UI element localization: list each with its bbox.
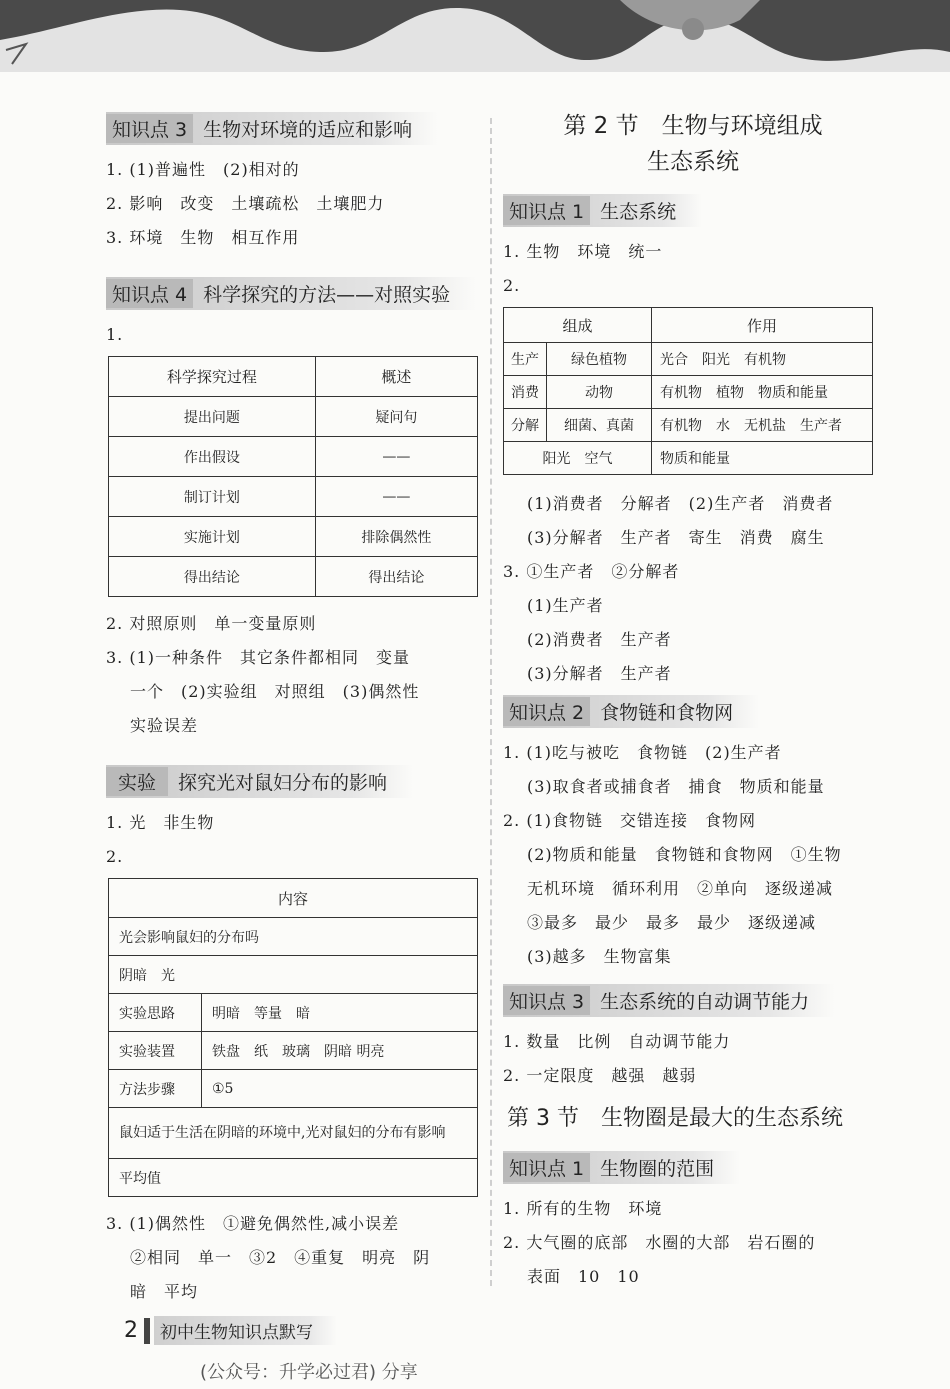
answer-line: 实验误差 [130,716,199,735]
table-cell: ①5 [202,1070,478,1108]
answer-line: (1)消费者 分解者 (2)生产者 消费者 [527,494,834,513]
answer-line: 1. [106,325,124,344]
footer-bar [144,1318,150,1344]
table-row [109,557,478,597]
kp-tag: 知识点 2 [503,697,590,726]
table-cell: 提出问题 [109,397,316,437]
page-footer [124,1316,337,1345]
table-cell: 得出结论 [315,557,477,597]
answer-line: 2. 影响 改变 土壤疏松 土壤肥力 [106,194,385,213]
answer-line: (3)分解者 生产者 [527,664,672,683]
answer-line: 2. [503,276,521,295]
table-cell: 绿色植物 [547,343,652,376]
answer-line: 1. 所有的生物 环境 [503,1199,663,1218]
answer-line: 2. 一定限度 越强 越弱 [503,1066,697,1085]
table-cell: 生产 [504,343,547,376]
table-header: 组成 [504,308,652,343]
table-header: 概述 [315,357,477,397]
answer-line: (3)分解者 生产者 寄生 消费 腐生 [527,528,825,547]
table-cell: 分解 [504,409,547,442]
page-number: 2 [124,1318,138,1343]
share-note: (公众号：升学必过君) 分享 [200,1362,418,1383]
table-cell: 有机物 植物 物质和能量 [652,376,873,409]
answer-line: 3. (1)一种条件 其它条件都相同 变量 [106,648,411,667]
heading-kp3 [106,112,438,145]
section-title [503,108,883,180]
answer-line: ②相同 单一 ③2 ④重复 明亮 阴 [130,1248,431,1267]
heading-experiment [106,765,413,798]
answer-line: 1. 光 非生物 [106,813,215,832]
top-decoration [0,0,950,72]
table-cell: 光会影响鼠妇的分布吗 [109,918,478,956]
kp-tag: 知识点 1 [503,196,590,225]
answer-line: (3)取食者或捕食者 捕食 物质和能量 [527,777,825,796]
table-row [504,376,873,409]
table-cell: 平均值 [109,1159,478,1197]
table-row [109,397,478,437]
table-cell: 鼠妇适于生活在阴暗的环境中,光对鼠妇的分布有影响 [109,1108,478,1159]
section-title: 第 3 节 生物圈是最大的生态系统 [507,1106,843,1131]
answer-line: (2)消费者 生产者 [527,630,672,649]
table-cell: 动物 [547,376,652,409]
table-cell: 作出假设 [109,437,316,477]
kp-title: 生物圈的范围 [600,1158,715,1180]
table-header: 作用 [652,308,873,343]
table-header: 内容 [109,879,478,918]
answer-line: 2. [106,847,124,866]
kp-title: 生态系统的自动调节能力 [600,991,810,1013]
answer-line: 一个 (2)实验组 对照组 (3)偶然性 [130,682,420,701]
table-row [109,1070,478,1108]
book-title: 初中生物知识点默写 [154,1316,337,1345]
table-row [109,956,478,994]
table-cell: 铁盘 纸 玻璃 阴暗 明亮 [202,1032,478,1070]
table-cell: 实验思路 [109,994,202,1032]
heading-kp1 [503,194,702,227]
table-cell: 排除偶然性 [315,517,477,557]
answer-line: 3. 环境 生物 相互作用 [106,228,300,247]
table-row [109,1032,478,1070]
kp-tag: 知识点 3 [106,114,193,143]
answer-line: 1. (1)普遍性 (2)相对的 [106,160,300,179]
table-row [109,1159,478,1197]
table-row [504,409,873,442]
answer-line: ③最多 最少 最多 最少 逐级递减 [527,913,817,932]
kp-title: 生态系统 [600,201,677,223]
section-title-line: 生态系统 [647,149,739,175]
answer-line: 表面 10 10 [527,1267,640,1286]
answer-line: (1)生产者 [527,596,604,615]
table-row [109,1108,478,1159]
answer-line: 暗 平均 [130,1282,199,1301]
table-cell: 实验装置 [109,1032,202,1070]
answer-line: 无机环境 循环利用 ②单向 逐级递减 [527,879,834,898]
table-cell: —— [315,477,477,517]
table-cell: 物质和能量 [652,442,873,475]
heading-kp1-biosphere [503,1151,740,1184]
table-header: 科学探究过程 [109,357,316,397]
column-divider [490,118,492,1286]
answer-line: 3. (1)偶然性 ①避免偶然性,减小误差 [106,1214,400,1233]
answer-line: 2. 对照原则 单一变量原则 [106,614,317,633]
heading-kp4 [106,277,476,310]
answer-line: 2. (1)食物链 交错连接 食物网 [503,811,757,830]
answer-line: 1. (1)吃与被吃 食物链 (2)生产者 [503,743,782,762]
science-inquiry-table [108,356,478,597]
answer-line: (3)越多 生物富集 [527,947,672,966]
kp-title: 科学探究的方法——对照实验 [203,284,451,306]
ecosystem-table [503,307,873,475]
kp-title: 生物对环境的适应和影响 [203,119,413,141]
table-row [109,918,478,956]
table-cell: 得出结论 [109,557,316,597]
kp-tag: 知识点 1 [503,1153,590,1182]
experiment-table [108,878,478,1197]
section-title-line: 第 2 节 生物与环境组成 [563,113,823,139]
table-row [504,442,873,475]
table-cell: 消费 [504,376,547,409]
table-cell: 有机物 水 无机盐 生产者 [652,409,873,442]
table-cell: 疑问句 [315,397,477,437]
table-cell: —— [315,437,477,477]
answer-line: 3. ①生产者 ②分解者 [503,562,680,581]
answer-line: (2)物质和能量 食物链和食物网 ①生物 [527,845,842,864]
table-row [109,437,478,477]
left-column [106,108,484,1309]
kp-tag: 实验 [106,767,168,796]
answer-line: 1. 生物 环境 统一 [503,242,663,261]
table-cell: 明暗 等量 暗 [202,994,478,1032]
heading-kp2 [503,695,759,728]
table-row [109,477,478,517]
kp-tag: 知识点 3 [503,986,590,1015]
table-cell: 光合 阳光 有机物 [652,343,873,376]
right-column [503,108,883,1294]
answer-line: 1. 数量 比例 自动调节能力 [503,1032,731,1051]
table-cell: 方法步骤 [109,1070,202,1108]
table-cell: 阴暗 光 [109,956,478,994]
answer-line: 2. 大气圈的底部 水圈的大部 岩石圈的 [503,1233,816,1252]
table-cell: 阳光 空气 [504,442,652,475]
table-cell: 细菌、真菌 [547,409,652,442]
heading-kp3-right [503,984,835,1017]
kp-title: 食物链和食物网 [600,702,734,724]
table-row [504,343,873,376]
table-cell: 实施计划 [109,517,316,557]
kp-title: 探究光对鼠妇分布的影响 [178,772,388,794]
table-row [109,517,478,557]
table-row [109,994,478,1032]
kp-tag: 知识点 4 [106,279,193,308]
table-cell: 制订计划 [109,477,316,517]
